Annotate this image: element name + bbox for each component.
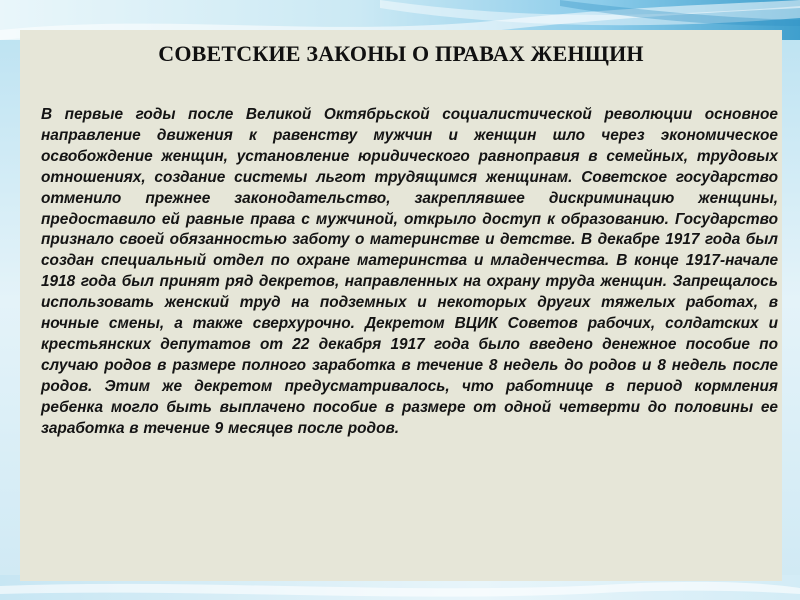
slide-title: СОВЕТСКИЕ ЗАКОНЫ О ПРАВАХ ЖЕНЩИН [158,41,644,66]
slide-body-text: В первые годы после Великой Октябрьской социалистической революции основное направление движения к равенству мужчин и женщин шло через экономическое освобождение женщин, установление юридического равноправия в семейных, трудовых отношениях, создание системы льгот трудящимся женщинам. Советское государство отменило прежнее законодательство, закреплявшее дискриминацию женщины, предоставило ей равные права с мужчиной, открыло доступ к образованию. Государство признало своей обязанностью заботу о материнстве и детстве. В декабре 1917 года был создан специальный отдел по охране материнства и младенчества. В конце 1917-начале 1918 года был принят ряд декретов, направленных на охрану труда женщин. Запрещалось использовать женский труд на подземных и некоторых других тяжелых работах, в ночные смены, а также сверхурочно. Декретом ВЦИК Советов рабочих, солдатских и крестьянских депутатов от 22 декабря 1917 года было введено денежное пособие по случаю родов в размере полного заработка в течение 8 недель до родов и 8 недель после родов. Этим же декретом предусматривалось, что работнице в период кормления ребенка могло быть выплачено пособие в размере от одной четверти до половины ее заработка в течение 9 месяцев после родов. [41,106,778,437]
